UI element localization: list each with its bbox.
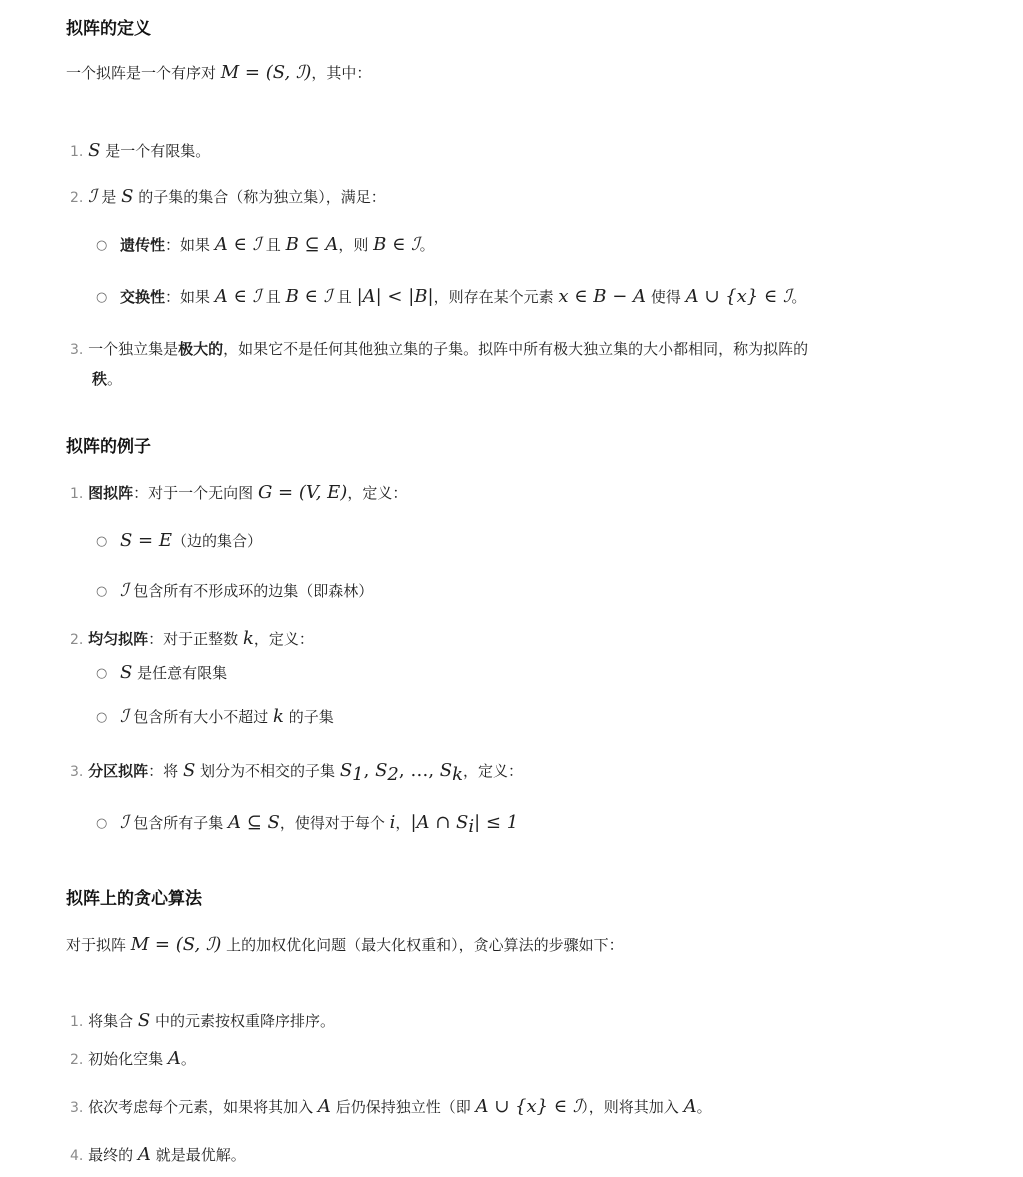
greedy-intro: 对于拟阵 M = (S, ℐ) 上的加权优化问题（最大化权重和），贪心算法的步骤如下： [66, 934, 624, 955]
list-item: S 是任意有限集 [120, 662, 228, 683]
bullet-icon: ○ [96, 534, 108, 549]
list-item: ℐ 包含所有子集 A ⊆ S，使得对于每个 i，|A ∩ $S_i| \le 1$ [120, 812, 519, 837]
list-item: 1. 将集合 S 中的元素按权重降序排序。 [70, 1010, 336, 1031]
section-title-definition: 拟阵的定义 [66, 19, 151, 39]
bullet-icon: ○ [96, 290, 108, 305]
list-item: 4. 最终的 A 就是最优解。 [70, 1144, 246, 1165]
bullet-icon: ○ [96, 710, 108, 725]
bullet-icon: ○ [96, 238, 108, 253]
list-item: 3. 依次考虑每个元素，如果将其加入 A 后仍保持独立性（即 A ∪ {x} ∈ ℐ），则将其加入 A。 [70, 1096, 712, 1117]
list-item: 1. S 是一个有限集。 [70, 140, 211, 161]
bullet-icon: ○ [96, 816, 108, 831]
list-item: ℐ 包含所有大小不超过 k 的子集 [120, 706, 334, 727]
list-item: 遗传性：如果 A ∈ ℐ 且 B ⊆ A，则 B ∈ ℐ。 [120, 234, 435, 255]
list-item: ℐ 包含所有不形成环的边集（即森林） [120, 580, 374, 601]
list-item: 2. ℐ 是 S 的子集的集合（称为独立集），满足： [70, 186, 386, 207]
section-title-examples: 拟阵的例子 [66, 437, 151, 457]
list-item: 2. 初始化空集 A。 [70, 1048, 196, 1069]
section-title-greedy: 拟阵上的贪心算法 [66, 889, 202, 909]
list-item: 3. 一个独立集是极大的，如果它不是任何其他独立集的子集。拟阵中所有极大独立集的大小都相同，称为拟阵的 [70, 340, 809, 358]
list-item: 3. 分区拟阵：将 S 划分为不相交的子集 $S_1$, $S_2$, …, $S_k$，定义： [70, 760, 524, 785]
bullet-icon: ○ [96, 666, 108, 681]
bullet-icon: ○ [96, 584, 108, 599]
list-item: 1. 图拟阵：对于一个无向图 G = (V, E)，定义： [70, 482, 408, 503]
list-item: S = E（边的集合） [120, 530, 263, 551]
list-item-continuation: 秩。 [92, 370, 123, 388]
list-item: 2. 均匀拟阵：对于正整数 k，定义： [70, 628, 314, 649]
list-item: 交换性：如果 A ∈ ℐ 且 B ∈ ℐ 且 |A| < |B|，则存在某个元素 x ∈ B − A 使得 A ∪ {x} ∈ ℐ。 [120, 286, 807, 307]
definition-intro: 一个拟阵是一个有序对 M = (S, ℐ)，其中： [66, 62, 372, 83]
